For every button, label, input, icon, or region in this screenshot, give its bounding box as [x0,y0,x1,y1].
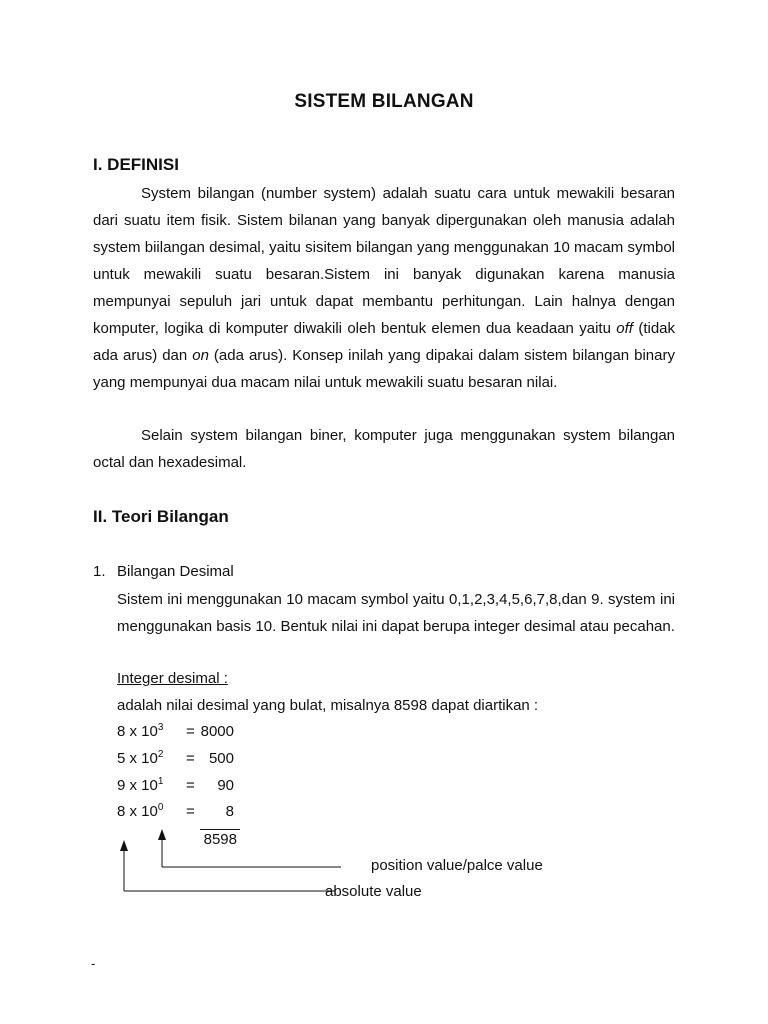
calc-exponent: 0 [157,802,164,813]
list-item-title: Bilangan Desimal [117,563,234,580]
list-number: 1. [93,563,106,580]
section-heading-definisi: I. DEFINISI [93,155,179,174]
list-item-paragraph: Sistem ini menggunakan 10 macam symbol yaitu 0,1,2,3,4,5,6,7,8,dan 9. system ini menggunakan basis 10. Bentuk nilai ini dapat berupa integer desimal atau pecahan. [117,591,675,635]
calc-exponent: 1 [157,776,164,787]
position-arrowhead-icon [158,829,166,840]
calc-value: 500 [208,750,234,767]
calc-base: 9 x 10 [117,777,158,794]
calc-base: 8 x 10 [117,723,158,740]
calc-value: 8 [225,803,234,820]
section-heading-teori: II. Teori Bilangan [93,507,229,526]
calc-base: 5 x 10 [117,750,158,767]
document-title: SISTEM BILANGAN [294,91,474,112]
term-on: on [192,347,209,364]
definition-text: System bilangan (number system) adalah suatu cara untuk mewakili besaran dari suatu item fisik. Sistem bilanan yang banyak dipergunakan oleh manusia adalah system biilangan desimal, yaitu sisitem bilangan yang menggunakan 10 macam symbol untuk mewakili suatu besaran.Sistem ini banyak digunakan karena manusia mempunyai sepuluh jari untuk dapat membantu perhitungan. Lain halnya dengan komputer, logika di komputer diwakili oleh bentuk elemen dua keadaan yaitu [93,185,675,337]
absolute-arrowhead-icon [120,840,128,851]
calc-value: 90 [217,777,234,794]
calc-exponent: 2 [157,749,164,760]
term-off: off [616,320,633,337]
equals-sign: = [186,723,195,740]
integer-desimal-description: adalah nilai desimal yang bulat, misalnya 8598 dapat diartikan : [117,697,539,714]
equals-sign: = [186,777,195,794]
absolute-value-label: absolute value [325,883,422,900]
footer-mark: - [91,956,96,971]
calc-exponent: 3 [157,722,164,733]
integer-desimal-heading: Integer desimal : [117,670,228,687]
calc-base: 8 x 10 [117,803,158,820]
definition-text-2: Selain system bilangan biner, komputer juga menggunakan system bilangan octal dan hexadesimal. [93,427,675,471]
sum-total: 8598 [203,831,237,848]
definition-text-end: (ada arus). Konsep inilah yang dipakai dalam sistem bilangan binary yang mempunyai dua macam nilai untuk mewakili suatu besaran nilai. [93,347,675,391]
definition-text-mid: (tidak ada arus) dan [93,320,676,364]
calc-value: 8000 [200,723,234,740]
equals-sign: = [186,803,195,820]
position-value-label: position value/palce value [371,857,543,874]
equals-sign: = [186,750,195,767]
